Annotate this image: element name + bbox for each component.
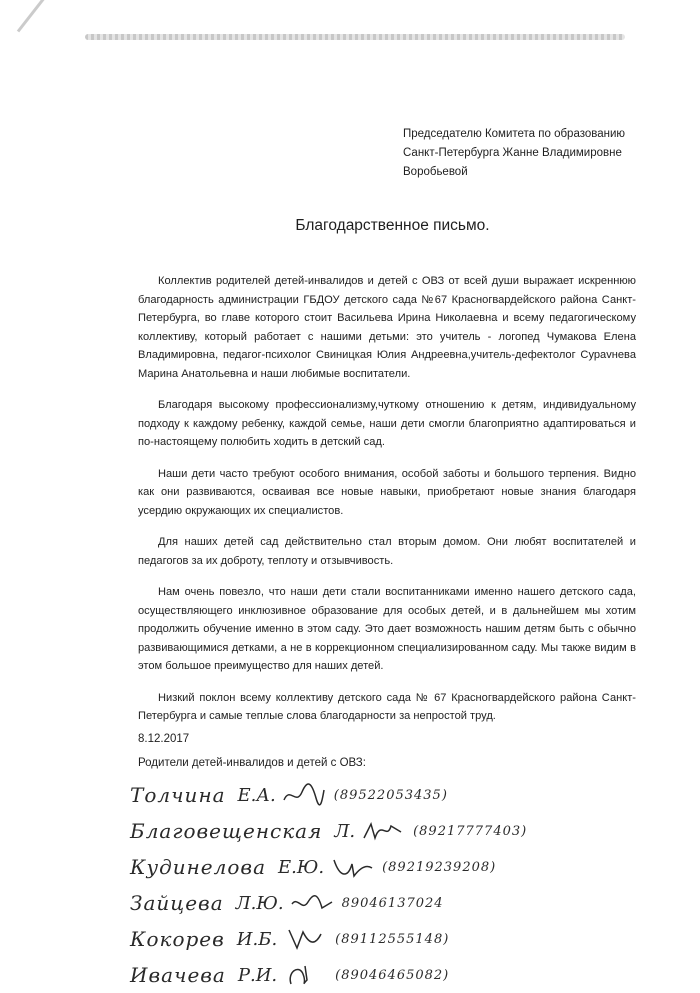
paragraph: Нам очень повезло, что наши дети стали воспитанниками именно нашего детского сада, осуществляющего инклюзивное образование для особых детей, и в дальнейшем мы хотим продолжить обучение именно в этом саду. Это дает возможность нашим детям быть с обычно развивающимися детками, а не в коррекционном специализированном саду. Мы также видим в этом большое преимущество для наших детей. bbox=[138, 586, 636, 672]
letter-date: 8.12.2017 bbox=[138, 733, 190, 745]
paragraph: Коллектив родителей детей-инвалидов и детей с ОВЗ от всей души выражает искреннюю благодарность администрации ГБДОУ детского сада №67 Красногвардейского района Санкт-Петербурга, во главе которого стоит Васильева Ирина Николаевна и всему педагогическому коллективу, который работает с нашими детьми: это учитель - логопед Чумакова Елена Владимировна, педагог-психолог Свиницкая Юлия Андреевна,учитель-дефектолог Сураvнева Марина Анатольевна и наши любимые воспитатели. bbox=[138, 275, 636, 380]
signatures-list bbox=[130, 777, 580, 993]
signature-name: Зайцева bbox=[130, 891, 224, 915]
paragraph: Благодаря высокому профессионализму,чуткому отношению к детям, индивидуальному подходу к каждому ребенку, каждой семье, наши дети смогли благоприятно адаптироваться и по-настоящему полюбить ходить в детский сад. bbox=[138, 399, 636, 448]
letter-body bbox=[138, 272, 636, 739]
paragraph: Наши дети часто требуют особого внимания, особой заботы и большого терпения. Видно как они развиваются, осваивая все новые навыки, приобретают новые знания благодаря усердию окружающих их специалистов. bbox=[138, 467, 636, 517]
signature-name: Кокорев bbox=[130, 927, 225, 951]
signatures-heading: Родители детей-инвалидов и детей с ОВЗ: bbox=[138, 757, 366, 769]
signature-phone: (89217777403) bbox=[413, 823, 528, 839]
signature-name: Благовещенская bbox=[130, 819, 323, 843]
signature-name: Кудинелова bbox=[130, 855, 266, 879]
signature-row bbox=[130, 849, 580, 885]
signature-phone: 89046137024 bbox=[341, 895, 444, 911]
handwritten-signature-mark bbox=[290, 890, 334, 916]
paragraph: Для наших детей сад действительно стал вторым домом. Они любят воспитателей и педагогов за их доброту, теплоту и отзывчивость. bbox=[138, 536, 636, 567]
signature-initials: Е.Ю. bbox=[278, 856, 325, 878]
paragraph: Низкий поклон всему коллективу детского сада № 67 Красногвардейского района Санкт-Петербурга и самые теплые слова благодарности за непростой труд. bbox=[138, 691, 636, 722]
handwritten-signature-mark bbox=[283, 926, 327, 952]
handwritten-signature-mark bbox=[282, 782, 326, 808]
addressee-line-2: Санкт-Петербурга Жанне Владимировне bbox=[403, 147, 622, 159]
signature-row bbox=[130, 813, 580, 849]
signature-initials: Л. bbox=[334, 820, 356, 842]
signature-initials: Е.А. bbox=[237, 784, 276, 806]
signature-name: Толчина bbox=[130, 783, 226, 807]
handwritten-signature-mark bbox=[330, 854, 374, 880]
signature-initials: И.Б. bbox=[236, 928, 278, 950]
signature-row bbox=[130, 777, 580, 813]
signature-initials: Л.Ю. bbox=[235, 892, 284, 914]
signature-phone: (89046465082) bbox=[335, 967, 450, 983]
signature-row bbox=[130, 885, 580, 921]
signature-initials: Р.И. bbox=[237, 964, 278, 986]
letter-title: Благодарственное письмо. bbox=[295, 217, 490, 234]
scan-stroke-mark bbox=[17, 0, 69, 32]
addressee-line-1: Председателю Комитета по образованию bbox=[403, 128, 626, 140]
signature-row bbox=[130, 921, 580, 957]
handwritten-signature-mark bbox=[283, 962, 327, 988]
signature-phone: (89522053435) bbox=[333, 787, 448, 803]
signature-phone: (89219239208) bbox=[382, 859, 497, 875]
signature-row bbox=[130, 957, 580, 993]
addressee-block bbox=[403, 125, 683, 182]
handwritten-signature-mark bbox=[361, 818, 405, 844]
signature-phone: (89112555148) bbox=[335, 931, 450, 947]
signature-name: Ивачева bbox=[130, 963, 226, 987]
scan-edge-mark bbox=[85, 34, 625, 40]
addressee-line-3: Воробьевой bbox=[403, 166, 468, 178]
